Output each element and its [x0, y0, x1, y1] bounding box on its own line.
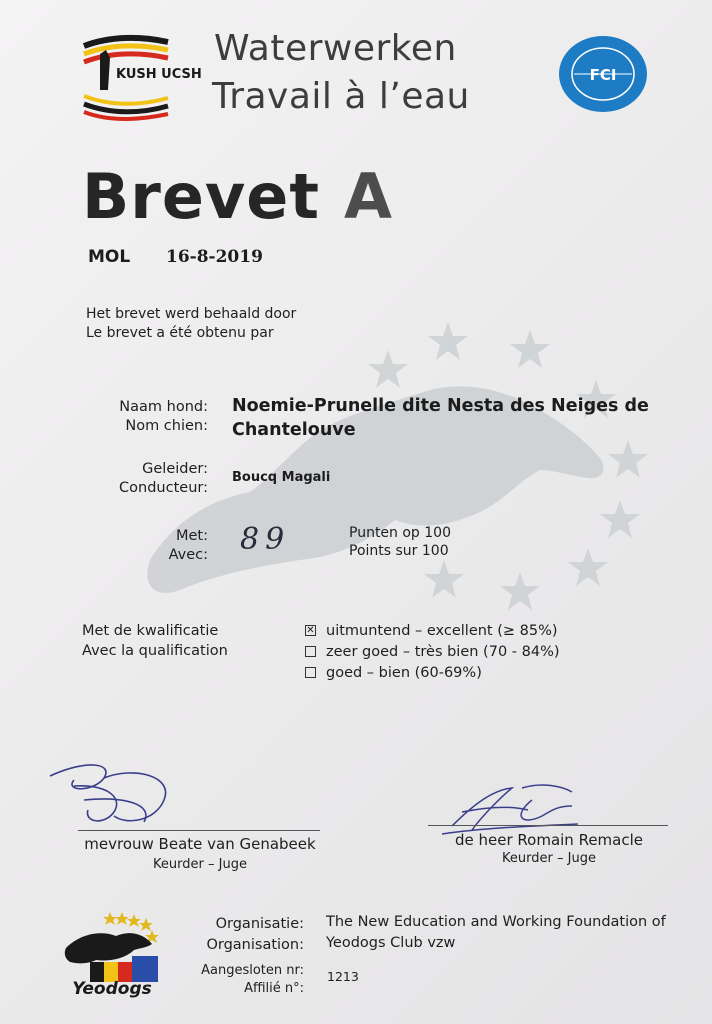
handler-label-dutch: Geleider: — [142, 461, 208, 477]
svg-text:Yeodogs: Yeodogs — [72, 979, 152, 999]
score-unit-french: Points sur 100 — [349, 543, 449, 559]
dog-name — [232, 394, 672, 442]
brevet-word: Brevet — [82, 160, 320, 233]
qualification-option-good — [305, 662, 560, 683]
watermark-star — [510, 330, 550, 368]
watermark-star — [568, 548, 608, 586]
dog-label-french: Nom chien: — [125, 418, 208, 434]
checkbox-good — [305, 667, 316, 678]
dog-name-line1: Noemie-Prunelle dite Nesta des Neiges de — [232, 396, 649, 416]
organisation-name-line1: The New Education and Working Foundation of — [326, 914, 666, 930]
qualification-options — [305, 620, 560, 683]
checkbox-excellent: ✕ — [306, 625, 315, 636]
dog-name-line2: Chantelouve — [232, 420, 356, 440]
organisation-label-french: Organisation: — [206, 937, 304, 953]
svg-text:FCI: FCI — [589, 66, 617, 84]
event-date: 16-8-2019 — [166, 247, 263, 267]
event-place: MOL — [88, 247, 131, 267]
watermark-star — [428, 322, 468, 360]
watermark-star — [600, 500, 640, 538]
title-dutch: Waterwerken — [214, 28, 457, 69]
qualification-label-french: Avec la qualification — [82, 643, 228, 659]
qualification-option-label: goed – bien (60-69%) — [326, 664, 482, 681]
watermark-star — [368, 350, 408, 388]
intro-dutch: Het brevet werd behaald door — [86, 306, 297, 322]
score-label-french: Avec: — [168, 547, 208, 563]
signature-judge-1 — [44, 756, 194, 836]
organisation-label-dutch: Organisatie: — [215, 916, 304, 932]
qualification-option-very-good — [305, 641, 560, 662]
brevet-grade: A — [344, 160, 393, 233]
qualification-option-label: uitmuntend – excellent (≥ 85%) — [326, 622, 558, 639]
score-value: 89 — [240, 522, 291, 557]
score-unit-dutch: Punten op 100 — [349, 525, 451, 541]
organisation-label — [104, 914, 304, 956]
affiliate-label-french: Affilié n°: — [244, 981, 304, 996]
qualification-label-dutch: Met de kwalificatie — [82, 623, 219, 639]
kush-ucsh-logo — [80, 32, 202, 118]
qualification-option-label: zeer goed – très bien (70 - 84%) — [326, 643, 560, 660]
svg-text:KUSH UCSH: KUSH UCSH — [116, 67, 202, 82]
affiliate-label — [104, 962, 304, 998]
score-label-dutch: Met: — [175, 528, 208, 544]
watermark-star — [500, 572, 540, 610]
qualification-option-excellent — [305, 620, 560, 641]
organisation-name-line2: Yeodogs Club vzw — [326, 935, 456, 951]
fci-logo — [556, 34, 650, 114]
handler-label — [8, 460, 208, 498]
affiliate-label-dutch: Aangesloten nr: — [201, 963, 304, 978]
handler-label-french: Conducteur: — [119, 480, 208, 496]
signature-line-judge-2 — [428, 825, 668, 826]
score-label — [8, 527, 208, 565]
title-french: Travail à l’eau — [212, 76, 470, 117]
intro-french: Le brevet a été obtenu par — [86, 325, 274, 341]
dog-label — [8, 398, 208, 436]
checkbox-very-good — [305, 646, 316, 657]
signature-line-judge-1 — [78, 830, 320, 831]
brevet-heading — [82, 160, 393, 233]
organisation-name — [326, 912, 666, 954]
judge-1-role: Keurder – Juge — [153, 857, 247, 872]
watermark-star — [608, 440, 648, 478]
judge-2-role: Keurder – Juge — [502, 851, 596, 866]
watermark-star — [424, 560, 464, 598]
dog-label-dutch: Naam hond: — [119, 399, 208, 415]
affiliate-number: 1213 — [327, 969, 359, 984]
judge-2-name: de heer Romain Remacle — [454, 831, 643, 849]
handler-name: Boucq Magali — [232, 470, 331, 485]
judge-1-name: mevrouw Beate van Genabeek — [84, 835, 316, 853]
